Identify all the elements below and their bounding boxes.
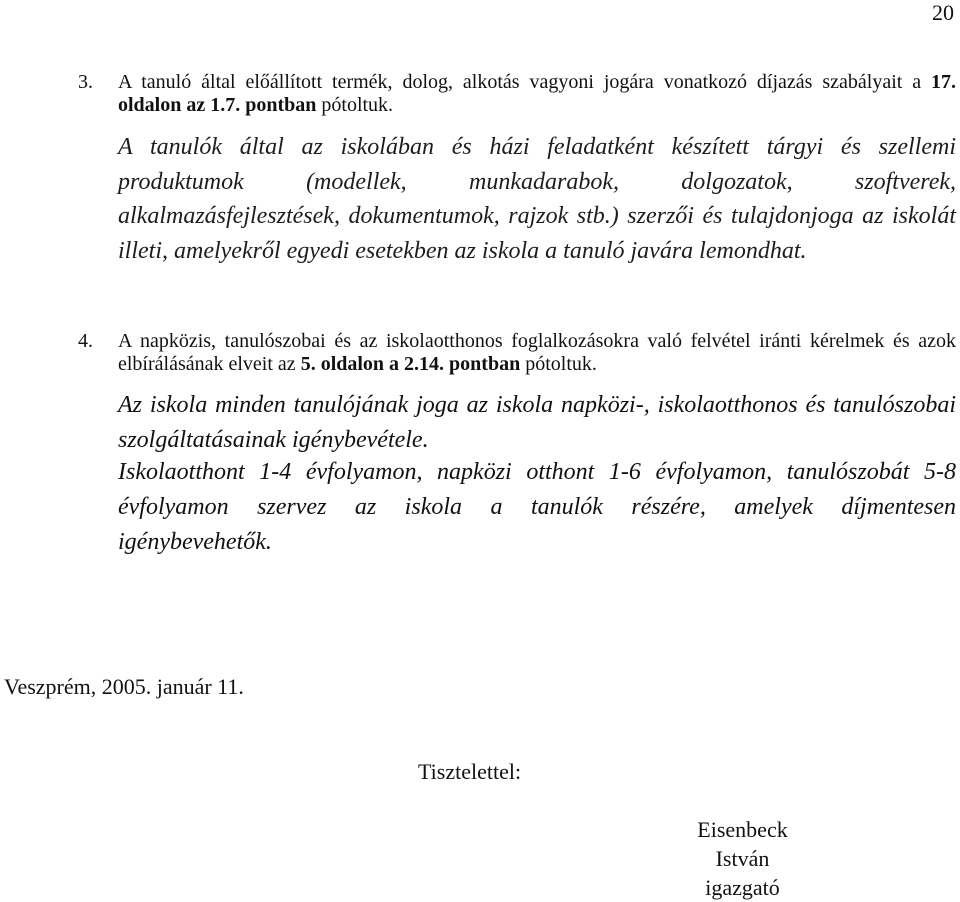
item-4-body-1: Az iskola minden tanulójának joga az iskola napközi-, iskolaotthonos és tanulószobai szolgáltatásainak igénybevétele.	[118, 392, 956, 453]
item-3-heading	[118, 71, 956, 117]
item-4-reference-1: 5. oldalon a 2.14.	[300, 353, 445, 375]
signer-title: igazgató	[705, 875, 780, 900]
closing-greeting: Tisztelettel:	[418, 759, 522, 784]
item-3-text: A tanuló által előállított termék, dolog, alkotás vagyoni jogára vonatkozó díjazás szabályait a	[118, 71, 931, 93]
page-number: 20	[932, 0, 954, 25]
list-number-4: 4.	[78, 330, 93, 352]
item-3-reference: 17. oldalon az 1.7. pontban	[118, 71, 956, 116]
list-item-3	[78, 71, 956, 117]
signer-name: Eisenbeck István	[697, 817, 788, 871]
list-item-4	[78, 330, 956, 376]
place-date: Veszprém, 2005. január 11.	[4, 674, 244, 699]
item-4-reference-2: pontban	[449, 353, 521, 375]
item-4-heading	[118, 330, 956, 376]
item-3-text-end: pótoltuk.	[316, 94, 394, 116]
item-3-body: A tanulók által az iskolában és házi feladatként készített tárgyi és szellemi produktumok (modellek, munkadarabok, dolgozatok, szoftverek, alkalmazásfejlesztések, dokumentumok, rajzok stb.) szerzői és tulajdonjoga az iskolát illeti, amelyekről egyedi esetekben az iskola a tanuló javára lemondhat.	[118, 134, 956, 264]
item-4-text: A napközis, tanulószobai és az iskolaotthonos foglalkozásokra való felvétel iránti kérelmek és azok elbírálásának elveit az	[118, 330, 956, 375]
list-number-3: 3.	[78, 71, 93, 93]
signature-block	[670, 815, 815, 902]
item-4-body-2: Iskolaotthont 1-4 évfolyamon, napközi otthont 1-6 évfolyamon, tanulószobát 5-8 évfolyamon szervez az iskola a tanulók részére, amelyek díjmentesen igénybevehetők.	[118, 459, 956, 555]
item-4-text-end: pótoltuk.	[520, 353, 597, 375]
